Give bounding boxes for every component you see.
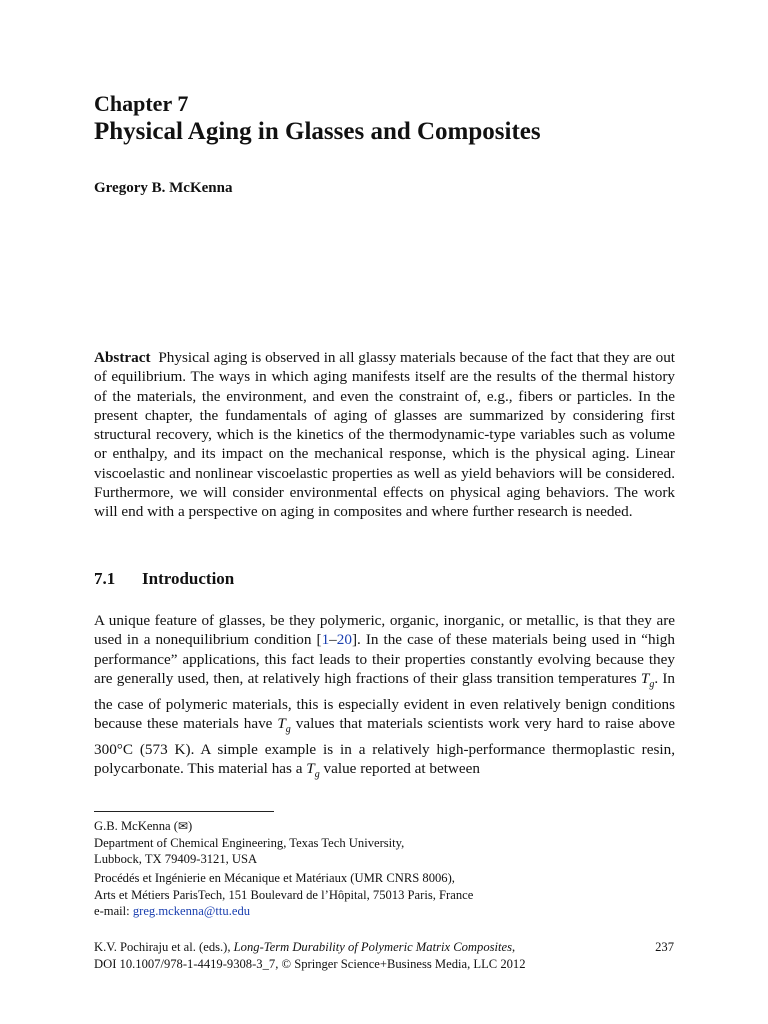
intro-text-1: A unique feature of glasses, be they polymeric, organic, inorganic, or metallic, is that they are used in a nonequilibrium condition [ <box>94 612 675 649</box>
page-number: 237 <box>655 940 674 954</box>
footnote-author: G.B. McKenna (✉) <box>94 819 193 833</box>
footnote-affiliation-2 <box>94 870 654 920</box>
intro-text-4: values that materials scientists work very hard to raise above 300°C (573 K). A simple example is in a relatively high-performance thermoplastic resin, polycarbonate. This material has a <box>94 715 675 777</box>
section-title: Introduction <box>142 569 235 588</box>
chapter-title: Physical Aging in Glasses and Composites <box>94 118 541 145</box>
doi-line: DOI 10.1007/978-1-4419-9308-3_7, © Springer Science+Business Media, LLC 2012 <box>94 957 526 971</box>
intro-paragraph <box>94 611 675 784</box>
tg-symbol: $T_g$ <box>277 715 291 736</box>
footnote-affiliation-1 <box>94 818 654 868</box>
book-title: Long-Term Durability of Polymeric Matrix Composites <box>233 940 513 954</box>
tg-symbol: $T_g$ <box>640 670 655 691</box>
intro-text-3: . In the case of polymeric materials, this is especially evident in even relatively benign conditions because these materials have <box>94 670 676 733</box>
affiliation-line: Department of Chemical Engineering, Texas Tech University, <box>94 835 405 850</box>
chapter-citation <box>94 939 675 973</box>
footnote-divider <box>94 811 274 812</box>
tg-symbol: $T_g$ <box>306 759 320 780</box>
intro-text-5: value reported at between <box>319 759 480 777</box>
citation-link-20[interactable]: 20 <box>336 631 352 649</box>
envelope-icon: ✉ <box>177 819 189 833</box>
intro-text-2: ]. In the case of these materials being used in “high performance” applications, this fact leads to their properties constantly evolving because they are generally used, then, at relatively high fractions of their glass transition temperatures <box>94 631 675 688</box>
affiliation-line: Procédés et Ingénierie en Mécanique et Matériaux (UMR CNRS 8006), <box>94 871 455 885</box>
email-line: e-mail: greg.mckenna@ttu.edu <box>94 904 251 918</box>
ref-dash: – <box>329 631 337 649</box>
affiliation-line: Arts et Métiers ParisTech, 151 Boulevard de l’Hôpital, 75013 Paris, France <box>94 887 474 902</box>
citation-link-1[interactable]: 1 <box>321 631 330 649</box>
abstract-label: Abstract <box>94 349 151 366</box>
abstract-text: Physical aging is observed in all glassy materials because of the fact that they are out of equilibrium. The ways in which aging manifests itself are the results of the thermal history of the materials, the environment, and even the constraint of, e.g., fibers or particles. In the present chapter, the fundamentals of aging of glasses are summarized by considering first structural recovery, which is the kinetics of the thermodynamic-type variables such as volume or enthalpy, and its impact on the mechanical response, which is the physical aging. Linear viscoelastic and nonlinear viscoelastic properties as well as yield behaviors will be considered. Furthermore, we will consider environmental effects on physical aging behaviors. The work will end with a perspective on aging in composites and where further research is needed. <box>94 349 676 521</box>
section-heading <box>94 568 234 590</box>
chapter-author: Gregory B. McKenna <box>94 180 233 196</box>
abstract <box>94 348 675 522</box>
affiliation-line: Lubbock, TX 79409-3121, USA <box>94 852 258 866</box>
chapter-label: Chapter 7 <box>94 91 189 116</box>
section-number: 7.1 <box>94 569 116 588</box>
email-link[interactable]: greg.mckenna@ttu.edu <box>132 904 251 918</box>
citation-line-1: K.V. Pochiraju et al. (eds.), Long-Term Durability of Polymeric Matrix Composites, <box>94 940 516 954</box>
